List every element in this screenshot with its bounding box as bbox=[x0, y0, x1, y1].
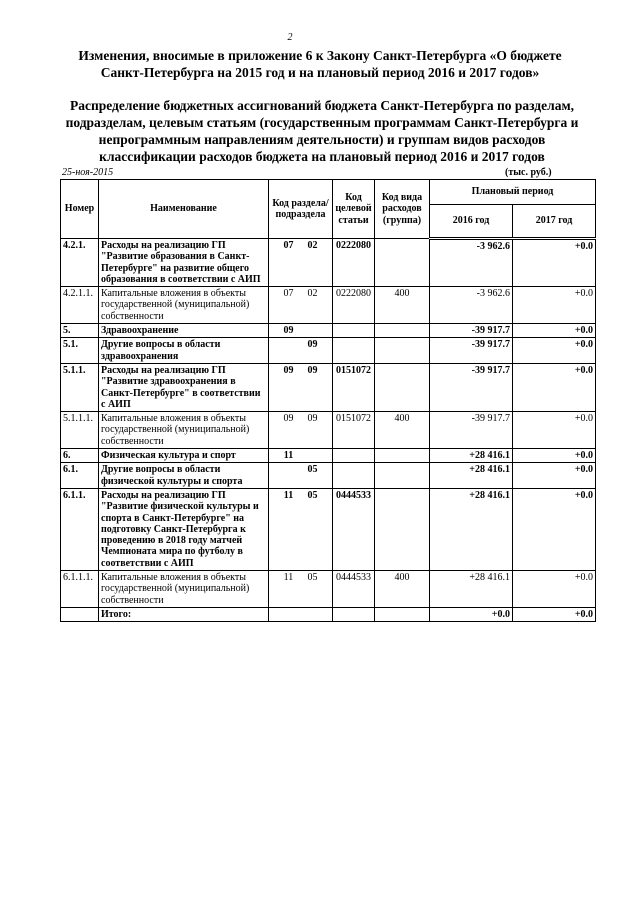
row-number: 4.2.1.1. bbox=[61, 287, 99, 324]
row-expense-type bbox=[375, 449, 430, 463]
table-row bbox=[61, 363, 596, 411]
document-date: 25-ноя-2015 bbox=[62, 167, 114, 178]
row-section-code bbox=[269, 412, 333, 449]
row-section-code bbox=[269, 324, 333, 338]
table-row bbox=[61, 338, 596, 364]
row-value-2016: -39 917.7 bbox=[430, 324, 513, 338]
row-number: 6.1.1.1. bbox=[61, 571, 99, 608]
row-target-code bbox=[333, 463, 375, 489]
row-expense-type: 400 bbox=[375, 287, 430, 324]
document-title: Изменения, вносимые в приложение 6 к Закону Санкт-Петербурга «О бюджете Санкт-Петербурга на 2015 год и на плановый период 2016 и 2017 годов» bbox=[78, 48, 562, 80]
table-row bbox=[61, 287, 596, 324]
budget-table bbox=[60, 179, 596, 622]
row-value-2017: +0.0 bbox=[513, 571, 596, 608]
row-name: Здравоохранение bbox=[99, 324, 269, 338]
row-value-2017: +0.0 bbox=[513, 488, 596, 570]
row-value-2017: +0.0 bbox=[513, 607, 596, 621]
header-section: Код раздела/ подраздела bbox=[269, 180, 333, 239]
row-target-code: 0151072 bbox=[333, 412, 375, 449]
table-row bbox=[61, 488, 596, 570]
row-expense-type: 400 bbox=[375, 571, 430, 608]
row-expense-type bbox=[375, 463, 430, 489]
header-number: Номер bbox=[61, 180, 99, 239]
row-name: Другие вопросы в области физической культуры и спорта bbox=[99, 463, 269, 489]
section-code: 09 bbox=[283, 413, 294, 425]
subsection-code: 09 bbox=[307, 413, 318, 425]
row-value-2016: -3 962.6 bbox=[430, 239, 513, 287]
row-value-2016: +28 416.1 bbox=[430, 488, 513, 570]
row-value-2016: -39 917.7 bbox=[430, 412, 513, 449]
row-number: 5.1. bbox=[61, 338, 99, 364]
row-number: 5.1.1.1. bbox=[61, 412, 99, 449]
subsection-code: 05 bbox=[307, 572, 318, 584]
row-number: 6. bbox=[61, 449, 99, 463]
subsection-code: 02 bbox=[307, 240, 318, 251]
row-target-code bbox=[333, 338, 375, 364]
units-label: (тыс. руб.) bbox=[505, 167, 552, 178]
row-value-2016: +28 416.1 bbox=[430, 463, 513, 489]
row-value-2016: -3 962.6 bbox=[430, 287, 513, 324]
table-body bbox=[61, 239, 596, 622]
header-expense-type: Код вида расходов (группа) bbox=[375, 180, 430, 239]
row-value-2017: +0.0 bbox=[513, 324, 596, 338]
header-year-2016: 2016 год bbox=[430, 205, 513, 239]
row-value-2016: +28 416.1 bbox=[430, 449, 513, 463]
header-plan-period: Плановый период bbox=[430, 180, 596, 205]
row-section-code bbox=[269, 239, 333, 287]
row-target-code: 0222080 bbox=[333, 239, 375, 287]
row-number: 6.1. bbox=[61, 463, 99, 489]
row-section-code bbox=[269, 463, 333, 489]
row-number: 4.2.1. bbox=[61, 239, 99, 287]
table-row bbox=[61, 412, 596, 449]
row-section-code bbox=[269, 287, 333, 324]
section-code: 07 bbox=[283, 288, 294, 300]
row-section-code bbox=[269, 607, 333, 621]
row-value-2017: +0.0 bbox=[513, 363, 596, 411]
row-name: Расходы на реализацию ГП "Развитие образования в Санкт-Петербурге" на развитие общего образования в соответствии с АИП bbox=[99, 239, 269, 287]
row-target-code: 0444533 bbox=[333, 571, 375, 608]
row-name: Другие вопросы в области здравоохранения bbox=[99, 338, 269, 364]
row-section-code bbox=[269, 363, 333, 411]
row-expense-type bbox=[375, 607, 430, 621]
row-value-2016: -39 917.7 bbox=[430, 338, 513, 364]
row-target-code: 0444533 bbox=[333, 488, 375, 570]
header-target: Код целевой статьи bbox=[333, 180, 375, 239]
row-value-2017: +0.0 bbox=[513, 412, 596, 449]
row-target-code bbox=[333, 449, 375, 463]
table-row bbox=[61, 449, 596, 463]
row-name: Расходы на реализацию ГП "Развитие физической культуры и спорта в Санкт-Петербурге" на подготовку Санкт-Петербурга к проведению в 2018 году матчей Чемпионата мира по футболу в соответствии с АИП bbox=[99, 488, 269, 570]
row-name: Физическая культура и спорт bbox=[99, 449, 269, 463]
table-row bbox=[61, 324, 596, 338]
row-target-code: 0222080 bbox=[333, 287, 375, 324]
subsection-code: 05 bbox=[307, 464, 318, 476]
section-code: 11 bbox=[283, 572, 294, 584]
section-code: 09 bbox=[283, 325, 294, 337]
row-expense-type: 400 bbox=[375, 412, 430, 449]
table-row bbox=[61, 571, 596, 608]
row-value-2016: -39 917.7 bbox=[430, 363, 513, 411]
row-value-2016: +0.0 bbox=[430, 607, 513, 621]
row-value-2016: +28 416.1 bbox=[430, 571, 513, 608]
table-row bbox=[61, 239, 596, 287]
row-expense-type bbox=[375, 324, 430, 338]
document-subtitle: Распределение бюджетных ассигнований бюджета Санкт-Петербурга по разделам, подразделам, целевым статьям (государственным программам Санкт-Петербурга и непрограммным направлениям деятельности) и группам видов расходов классификации расходов бюджета на плановый период 2016 и 2017 годов bbox=[65, 98, 579, 164]
page-number: 2 bbox=[287, 32, 293, 43]
row-expense-type bbox=[375, 363, 430, 411]
row-name: Капитальные вложения в объекты государственной (муниципальной) собственности bbox=[99, 287, 269, 324]
row-name: Капитальные вложения в объекты государственной (муниципальной) собственности bbox=[99, 571, 269, 608]
header-name: Наименование bbox=[99, 180, 269, 239]
row-section-code bbox=[269, 488, 333, 570]
section-code: 11 bbox=[283, 450, 294, 462]
row-name: Капитальные вложения в объекты государственной (муниципальной) собственности bbox=[99, 412, 269, 449]
row-target-code: 0151072 bbox=[333, 363, 375, 411]
row-name: Расходы на реализацию ГП "Развитие здравоохранения в Санкт-Петербурге" в соответствии с АИП bbox=[99, 363, 269, 411]
subsection-code: 05 bbox=[307, 489, 318, 501]
row-target-code bbox=[333, 607, 375, 621]
row-value-2017: +0.0 bbox=[513, 287, 596, 324]
table-row bbox=[61, 607, 596, 621]
row-value-2017: +0.0 bbox=[513, 449, 596, 463]
section-code: 11 bbox=[283, 489, 294, 501]
row-number: 5.1.1. bbox=[61, 363, 99, 411]
header-year-2017: 2017 год bbox=[513, 205, 596, 239]
row-section-code bbox=[269, 338, 333, 364]
subsection-code: 09 bbox=[307, 364, 318, 376]
row-number: 6.1.1. bbox=[61, 488, 99, 570]
section-code: 09 bbox=[283, 364, 294, 376]
row-number bbox=[61, 607, 99, 621]
subsection-code: 09 bbox=[307, 339, 318, 351]
row-value-2017: +0.0 bbox=[513, 239, 596, 287]
row-expense-type bbox=[375, 239, 430, 287]
table-row bbox=[61, 463, 596, 489]
row-value-2017: +0.0 bbox=[513, 463, 596, 489]
subsection-code: 02 bbox=[307, 288, 318, 300]
row-name: Итого: bbox=[99, 607, 269, 621]
row-section-code bbox=[269, 571, 333, 608]
row-expense-type bbox=[375, 338, 430, 364]
row-expense-type bbox=[375, 488, 430, 570]
row-number: 5. bbox=[61, 324, 99, 338]
section-code: 07 bbox=[283, 240, 294, 251]
row-section-code bbox=[269, 449, 333, 463]
row-value-2017: +0.0 bbox=[513, 338, 596, 364]
row-target-code bbox=[333, 324, 375, 338]
